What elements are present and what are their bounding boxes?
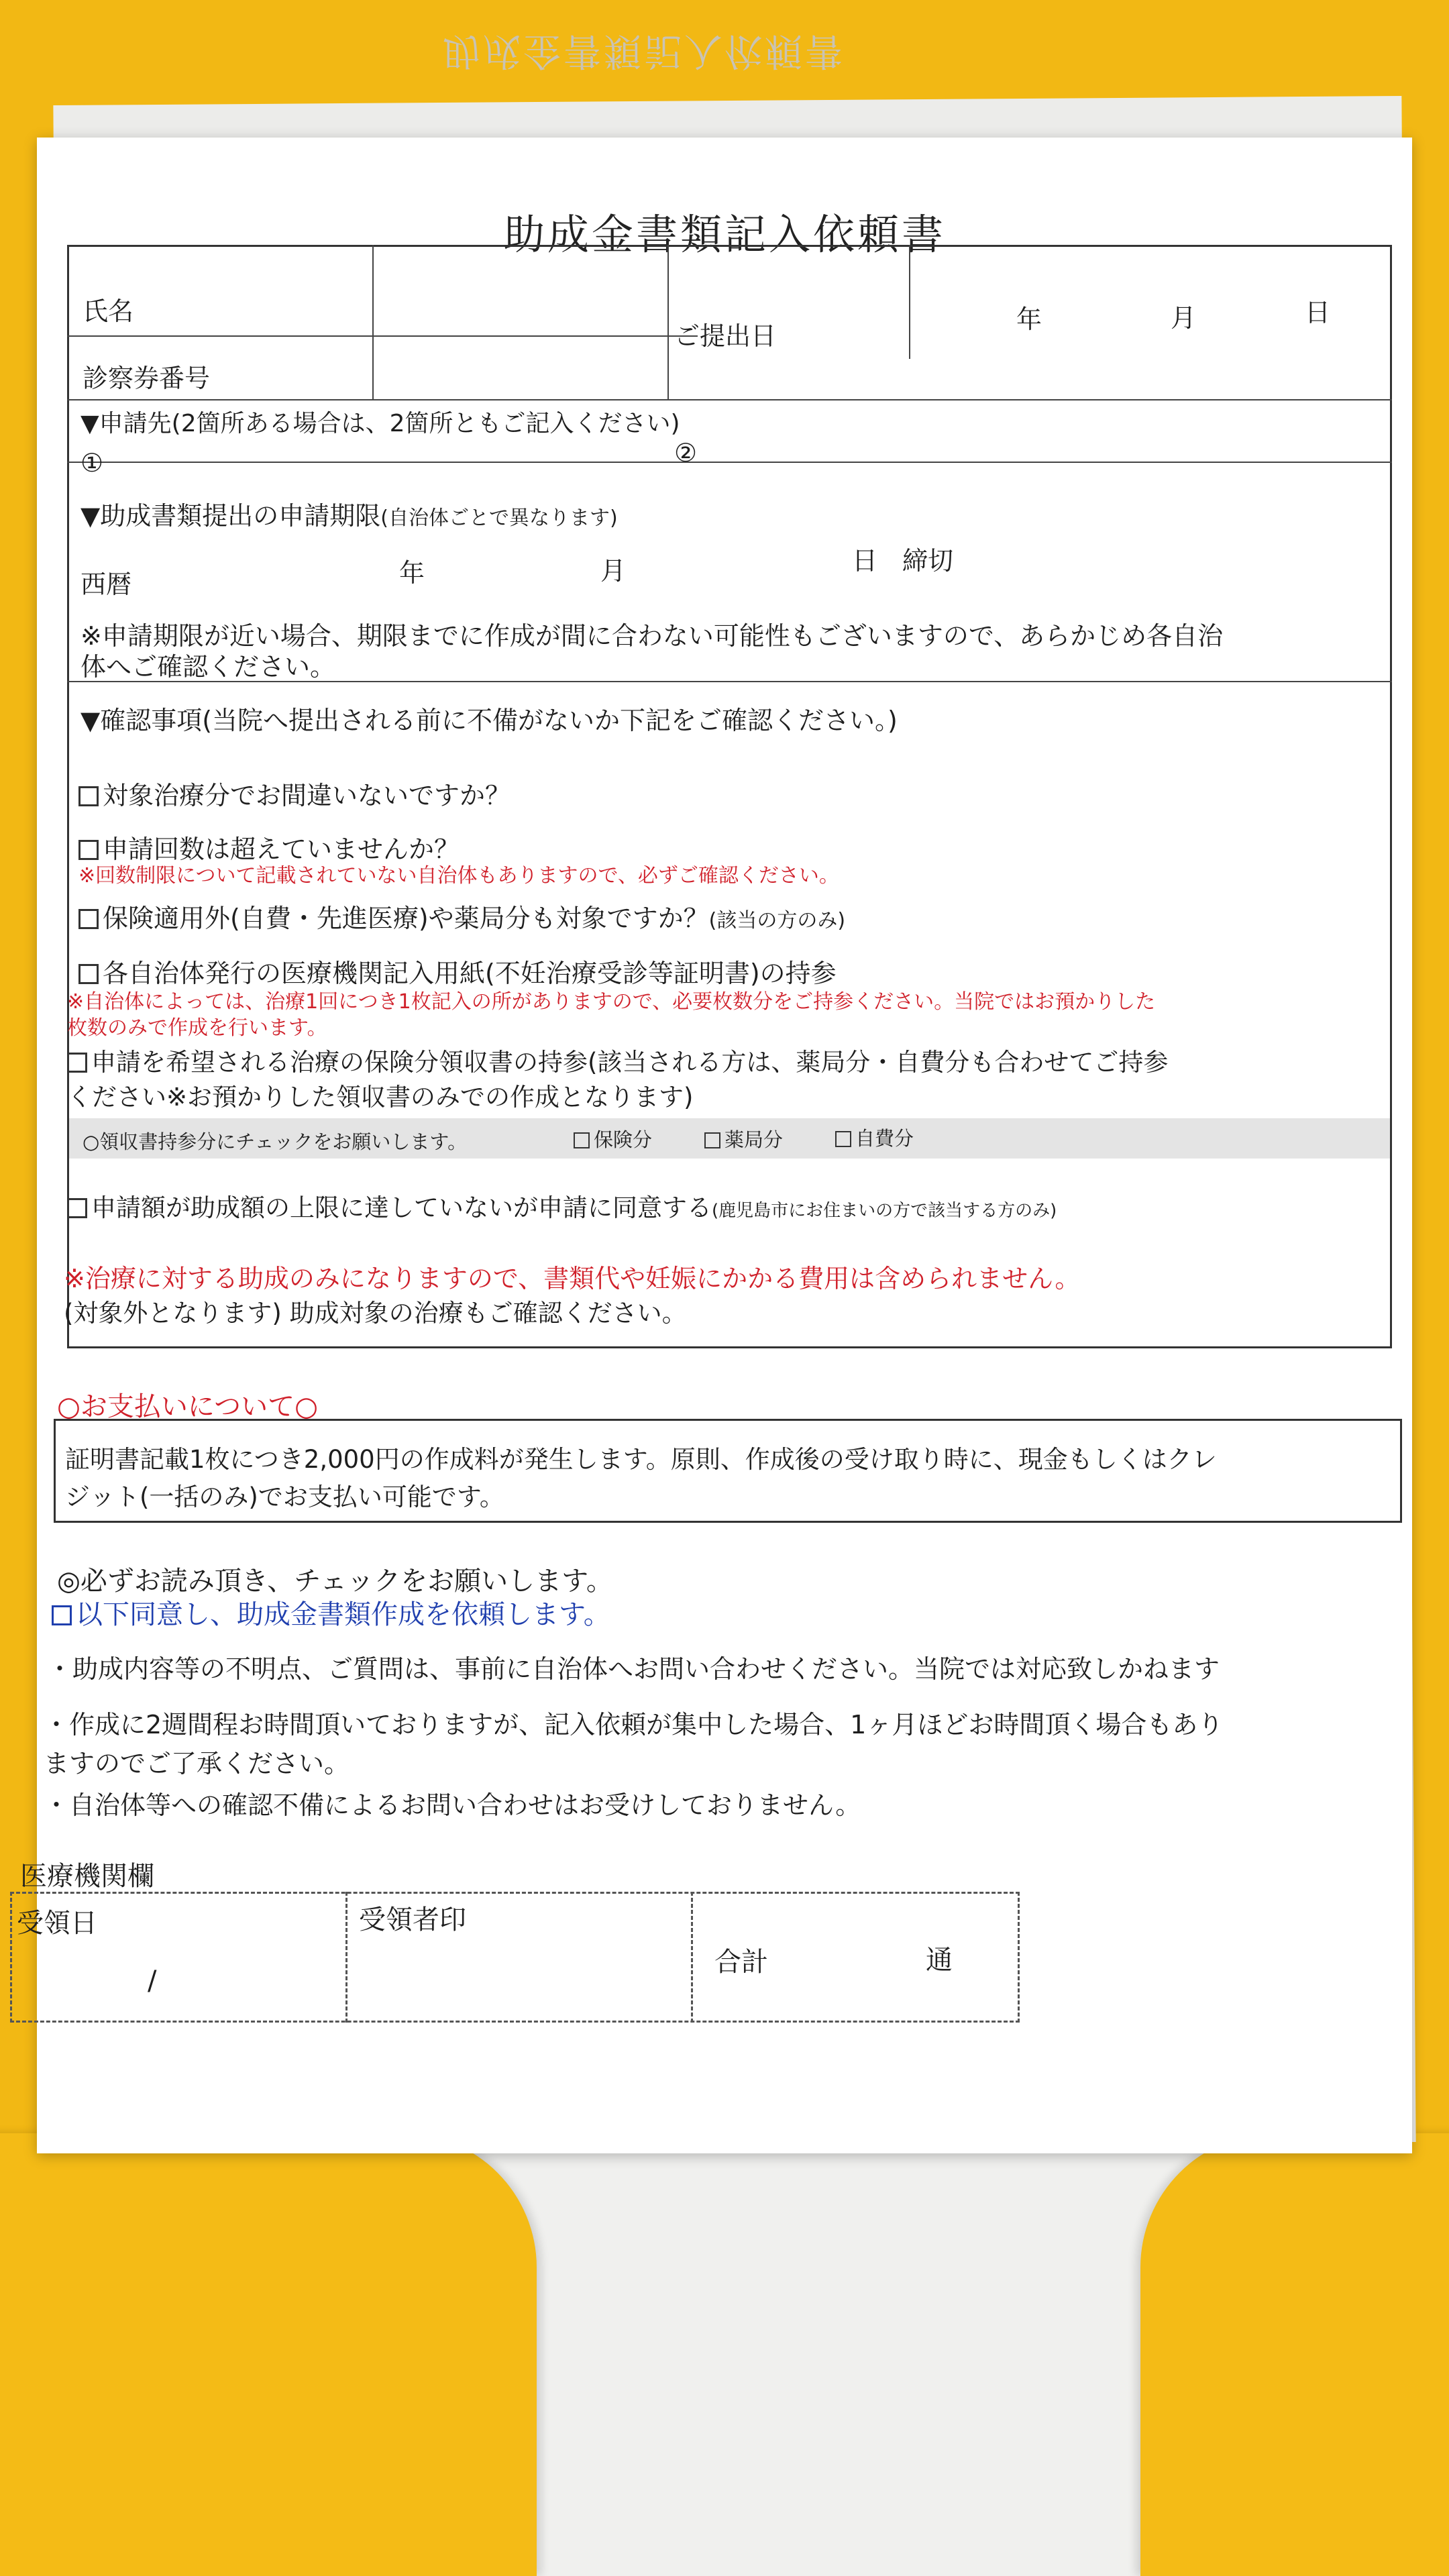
check-item-5[interactable]: 申請を希望される治療の保険分領収書の持参(該当される方は、薬局分・自費分も合わせてご持参 [67,1042,1168,1078]
checkbox[interactable] [78,786,99,806]
receipt-option-insurance[interactable]: 保険分 [574,1125,652,1152]
divider [67,335,698,337]
folder-flap-right [1140,2133,1449,2576]
received-date-label: 受領日 [17,1908,97,1939]
check-item-3[interactable]: 保険適用外(自費・先進医療)や薬局分も対象ですか？(該当の方のみ) [78,898,845,934]
must-read-note: ◎必ずお読み頂き、チェックをお願いします。 [57,1566,613,1597]
payment-line-1: 証明書記載1枚につき2,000円の作成料が発生します。原則、作成後の受け取り時に、現金もしくはクレ [65,1445,1217,1474]
office-heading: 医療機関欄 [20,1861,154,1892]
payment-line-2: ジット(一括のみ)でお支払い可能です。 [65,1483,504,1511]
bullet-1: ・助成内容等の不明点、ご質問は、事前に自治体へお問い合わせください。当院では対応致しかねます [47,1654,1220,1684]
checkbox[interactable] [574,1132,590,1148]
total-label: 合計 [714,1947,768,1978]
deadline-year-label: 年 [399,558,425,588]
divider [67,399,1392,400]
bullet-3: ・自治体等への確認不備によるお問い合わせはお受けしておりません。 [44,1790,861,1820]
deadline-note-line-2: 体へご確認ください。 [80,652,336,682]
check-item-4-note-line-1: ※自治体によっては、治療1回につき1枚記入の所がありますので、必要枚数分をご持参ください。当院ではお預かりした [67,990,1156,1014]
dashed-divider [691,1892,693,2023]
check-item-4-note-line-2: 枚数のみで作成を行います。 [67,1016,327,1040]
submit-year-label: 年 [1016,305,1042,334]
warning-red: ※治療に対する助成のみになりますので、書類代や妊娠にかかる費用は含められません。 [64,1264,1081,1293]
divider [67,462,1392,463]
check-item-2-note: ※回数制限について記載されていない自治体もありますので、必ずご確認ください。 [78,864,839,888]
dashed-divider [345,1892,347,2023]
form-title: 助成金書類記入依頼書 [502,210,946,259]
submit-month-label: 月 [1171,303,1197,333]
deadline-note-line-1: ※申請期限が近い場合、期限までに作成が間に合わない可能性もございますので、あらかじめ各自治 [80,621,1224,651]
checkbox[interactable] [78,964,99,984]
office-box [10,1892,1020,2023]
payment-heading: ○お支払いについて○ [57,1391,319,1422]
check-item-2[interactable]: 申請回数は超えていませんか？ [78,828,460,865]
warning-black: (対象外となります) 助成対象の治療もご確認ください。 [64,1299,687,1328]
deadline-day-label: 日 [852,546,878,576]
bullet-2-line-1: ・作成に2週間程お時間頂いておりますが、記入依頼が集中した場合、1ヶ月ほどお時間頂く場合もあり [44,1710,1224,1739]
check-item-5-line-2: ください※お預かりした領収書のみでの作成となります) [67,1083,694,1112]
count-unit-label: 通 [926,1945,953,1976]
check-item-6[interactable]: 申請額が助成額の上限に達していないが申請に同意する(鹿児島市にお住まいの方で該当する方のみ) [67,1187,1057,1224]
applicant-heading: ▼申請先(2箇所ある場合は、2箇所ともご記入ください) [80,410,680,437]
checkbox[interactable] [78,909,99,929]
checkbox[interactable] [67,1053,87,1073]
check-item-1[interactable]: 対象治療分でお間違いないですか？ [78,775,511,812]
card-number-label: 診察券番号 [83,364,211,393]
divider [909,245,910,359]
bullet-2-line-2: ますのでご了承ください。 [44,1749,350,1778]
check-item-4[interactable]: 各自治体発行の医療機関記入用紙(不妊治療受診等証明書)の持参 [78,953,837,989]
divider [667,245,669,399]
checkbox[interactable] [835,1131,851,1147]
applicant-slot-1: ① [80,448,104,478]
show-through-text: 助成金書類記入依頼書 [443,29,845,72]
deadline-era-label: 西暦 [80,570,132,599]
form-sheet [17,138,1412,2153]
check-heading: ▼確認事項(当院へ提出される前に不備がないか下記をご確認ください。) [80,706,898,735]
agree-checkbox-row[interactable]: 以下同意し、助成金書類作成を依頼します。 [52,1593,610,1631]
divider [372,245,374,399]
divider [67,681,1392,682]
deadline-month-label: 月 [600,556,627,586]
submit-day-label: 日 [1305,298,1331,327]
checkbox[interactable] [67,1198,87,1218]
receipt-prompt: ○領収書持参分にチェックをお願いします。 [83,1130,468,1153]
deadline-heading: ▼助成書類提出の申請期限(自治体ごとで異なります) [80,501,618,531]
receipt-option-self-pay[interactable]: 自費分 [835,1124,914,1151]
name-label: 氏名 [83,297,134,326]
receiver-seal-label: 受領者印 [359,1904,466,1935]
received-date-slash: / [148,1966,157,1996]
deadline-cutoff-label: 締切 [902,546,954,576]
folder-flap-left [0,2133,537,2576]
submit-date-label: ご提出日 [674,321,777,351]
checkbox[interactable] [78,840,99,860]
applicant-slot-2: ② [674,438,698,468]
receipt-option-pharmacy[interactable]: 薬局分 [704,1125,783,1152]
checkbox[interactable] [704,1132,720,1148]
checkbox[interactable] [52,1605,72,1625]
